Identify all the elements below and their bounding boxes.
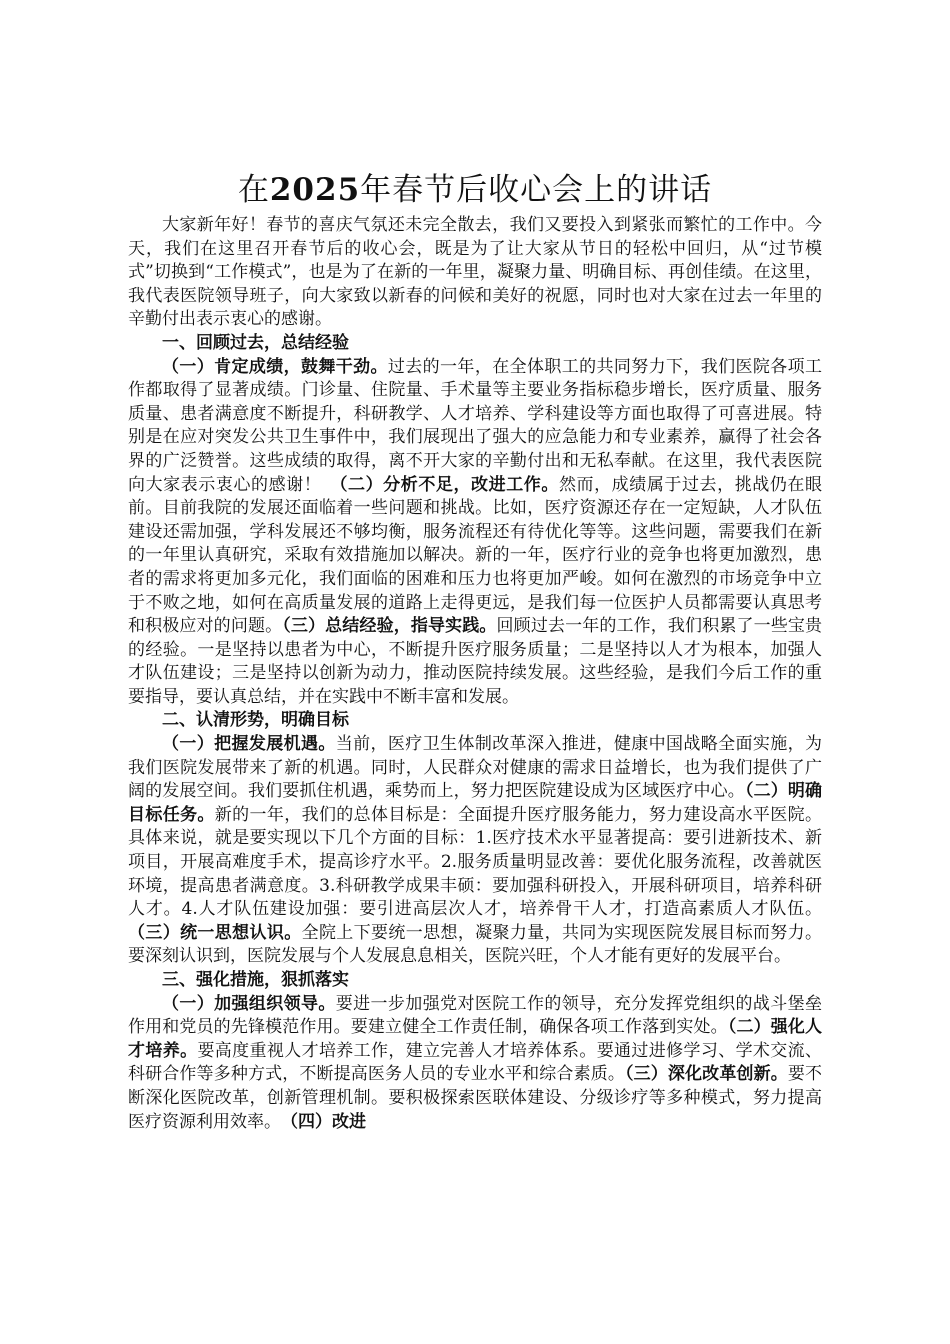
section-3-point-2-lead: （二）强化人才培养。 — [128, 1017, 822, 1061]
title-year: 2025 — [269, 172, 361, 208]
section-3-body — [128, 993, 822, 1135]
section-1-point-3-text: 回顾过去一年的工作，我们积累了一些宝贵的经验。一是坚持以患者为中心，不断提升医疗服务质量；二是坚持以人才为根本，加强人才队伍建设；三是坚持以创新为动力，推动医院持续发展。这些经验，是我们今后工作的重要指导，要认真总结，并在实践中不断丰富和发展。 — [128, 616, 823, 707]
section-1-body — [128, 356, 822, 710]
section-2-point-3-lead: （三）统一思想认识。 — [128, 922, 302, 943]
section-3-point-2-text: 要高度重视人才培养工作，建立完善人才培养体系。要通过进修学习、学术交流、科研合作等多种方式，不断提高医务人员的专业水平和综合素质。 — [128, 1040, 822, 1085]
title-prefix: 在 — [237, 172, 270, 208]
section-3-point-1-text: 要进一步加强党对医院工作的领导，充分发挥党组织的战斗堡垒作用和党员的先锋模范作用。要建立健全工作责任制，确保各项工作落到实处。 — [128, 993, 823, 1038]
section-1-point-1-text: 过去的一年，在全体职工的共同努力下，我们医院各项工作都取得了显著成绩。门诊量、住院量、手术量等主要业务指标稳步增长，医疗质量、服务质量、患者满意度不断提升，科研教学、人才培养、学科建设等方面也取得了可喜进展。特别是在应对突发公共卫生事件中，我们展现出了强大的应急能力和专业素养，赢得了社会各界的广泛赞誉。这些成绩的取得，离不开大家的辛勤付出和无私奉献。在这里，我代表医院向大家表示衷心的感谢！ — [128, 356, 823, 495]
section-3-point-3-lead: （三）深化改革创新。 — [625, 1064, 788, 1085]
section-2-point-2-lead: （二）明确目标任务。 — [128, 781, 823, 825]
section-2-point-1-lead: （一）把握发展机遇。 — [162, 734, 336, 755]
section-1-heading: 一、回顾过去，总结经验 — [162, 332, 349, 353]
section-1-point-1-lead: （一）肯定成绩，鼓舞干劲。 — [162, 356, 388, 377]
section-1-point-2-text: 然而，成绩属于过去，挑战仍在眼前。目前我院的发展还面临着一些问题和挑战。比如，医疗资源还存在一定短缺，人才队伍建设还需加强，学科发展还不够均衡，服务流程还有待优化等等。这些问题，需要我们在新的一年里认真研究，采取有效措施加以解决。新的一年，医疗行业的竞争也将更加激烈，患者的需求将更加多元化，我们面临的困难和压力也将更加严峻。如何在激烈的市场竞争中立于不败之地，如何在高质量发展的道路上走得更远，是我们每一位医护人员都需要认真思考和积极应对的问题。 — [128, 474, 823, 637]
section-2-heading: 二、认清形势，明确目标 — [162, 710, 349, 731]
section-3-point-3-text: 要不断深化医院改革，创新管理机制。要积极探索医联体建设、分级诊疗等多种模式，努力提高医疗资源利用效率。 — [128, 1064, 823, 1132]
section-1-point-3-lead: （三）总结经验，指导实践。 — [282, 616, 497, 637]
section-1-point-2-lead: （二）分析不足，改进工作。 — [338, 474, 559, 495]
section-3-heading: 三、强化措施，狠抓落实 — [162, 970, 349, 990]
section-3-point-4-lead: （四）改进 — [289, 1111, 366, 1132]
section-2-body — [128, 733, 822, 969]
section-2-point-3-text: 全院上下要统一思想，凝聚力量，共同为实现医院发展目标而努力。要深刻认识到，医院发展与个人发展息息相关，医院兴旺，个人才能有更好的发展平台。 — [128, 922, 823, 967]
intro-paragraph: 大家新年好！春节的喜庆气氛还未完全散去，我们又要投入到紧张而繁忙的工作中。今天，我们在这里召开春节后的收心会，既是为了让大家从节日的轻松中回归，从“过节模式”切换到“工作模式”，也是为了在新的一年里，凝聚力量、明确目标、再创佳绩。在这里，我代表医院领导班子，向大家致以新春的问候和美好的祝愿，同时也对大家在过去一年里的辛勤付出表示衷心的感谢。 — [128, 215, 822, 330]
section-2-point-2-text: 新的一年，我们的总体目标是：全面提升医疗服务能力，努力建设高水平医院。具体来说，就是要实现以下几个方面的目标：1.医疗技术水平显著提高：要引进新技术、新项目，开展高难度手术，提高诊疗水平。2.服务质量明显改善：要优化服务流程，改善就医环境，提高患者满意度。3.科研教学成果丰硕：要加强科研投入，开展科研项目，培养科研人才。4.人才队伍建设加强：要引进高层次人才，培养骨干人才，打造高素质人才队伍。 — [128, 804, 823, 920]
document-title — [128, 168, 822, 212]
section-2-point-1-text: 当前，医疗卫生体制改革深入推进，健康中国战略全面实施，为我们医院发展带来了新的机遇。同时，人民群众对健康的需求日益增长，也为我们提供了广阔的发展空间。我们要抓住机遇，乘势而上，努力把医院建设成为区域医疗中心。 — [128, 734, 823, 802]
section-3-point-1-lead: （一）加强组织领导。 — [162, 993, 336, 1014]
title-suffix: 年春节后收心会上的讲话 — [360, 172, 713, 208]
